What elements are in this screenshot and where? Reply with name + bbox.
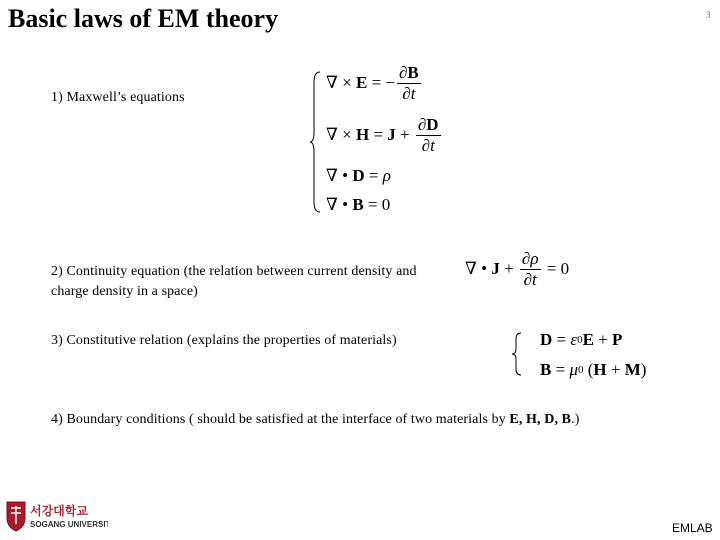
boundary-label-suffix: .): [571, 412, 580, 427]
maxwell-equation-curl-h: ∇ × H = J + $\frac{\partial D}{\partial t}$: [326, 115, 439, 155]
continuity-label-line1: 2) Continuity equation (the relation between current density and: [51, 264, 417, 279]
constitutive-brace: [511, 332, 523, 376]
boundary-label-prefix: 4) Boundary conditions ( should be satisfied at the interface of two materials by: [51, 412, 510, 427]
svg-text:서강대학교: 서강대학교: [30, 504, 88, 518]
sogang-university-logo: [4, 500, 108, 532]
constitutive-equation-b: B = μ 0 ( H + M ): [540, 360, 647, 379]
maxwell-label: 1) Maxwell’s equations: [51, 90, 185, 105]
continuity-equation: ∇ • J + $\frac{\partial\rho}{\partial t}$ = 0: [465, 249, 570, 289]
continuity-label-line2: charge density in a space): [51, 284, 198, 299]
maxwell-brace: [309, 70, 323, 215]
boundary-label: [51, 412, 579, 428]
maxwell-equation-curl-e: ∇ × E = − $\frac{\partial B}{\partial t}$: [326, 63, 419, 103]
svg-text:SOGANG UNIVERSITY: SOGANG UNIVERSITY: [30, 520, 108, 529]
footer-emlab-label: EMLAB: [672, 521, 713, 535]
constitutive-equation-d: D = ε 0 E + P: [540, 330, 623, 349]
university-seal-icon: [4, 500, 108, 532]
slide-title: Basic laws of EM theory: [8, 4, 279, 33]
maxwell-equation-div-b: ∇ • B = 0: [326, 195, 391, 214]
constitutive-label: 3) Constitutive relation (explains the properties of materials): [51, 333, 397, 348]
maxwell-equation-div-d: ∇ • D = ρ: [326, 166, 391, 185]
page-number: 3: [706, 10, 711, 20]
boundary-label-fields: E, H, D, B: [509, 412, 572, 427]
